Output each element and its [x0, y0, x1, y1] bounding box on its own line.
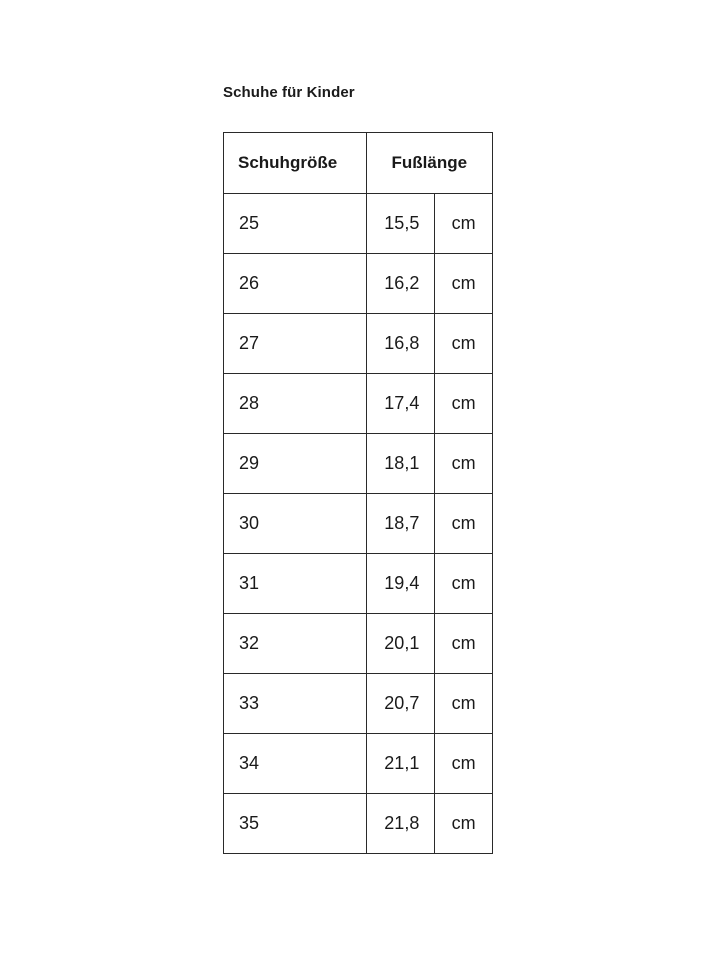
unit-cell: cm — [435, 614, 493, 674]
shoe-size-cell: 31 — [224, 554, 367, 614]
unit-cell: cm — [435, 674, 493, 734]
shoe-size-cell: 25 — [224, 194, 367, 254]
page-title: Schuhe für Kinder — [223, 84, 355, 101]
unit-cell: cm — [435, 194, 493, 254]
unit-cell: cm — [435, 254, 493, 314]
table-row — [224, 314, 493, 374]
unit-cell: cm — [435, 494, 493, 554]
shoe-size-cell: 28 — [224, 374, 367, 434]
header-shoe-size: Schuhgröße — [224, 133, 367, 194]
shoe-size-cell: 34 — [224, 734, 367, 794]
table-row — [224, 254, 493, 314]
table-row — [224, 794, 493, 854]
table-row — [224, 734, 493, 794]
table-row — [224, 614, 493, 674]
unit-cell: cm — [435, 554, 493, 614]
unit-cell: cm — [435, 314, 493, 374]
table-row — [224, 374, 493, 434]
foot-length-cell: 15,5 — [366, 194, 435, 254]
table-row — [224, 494, 493, 554]
shoe-size-cell: 29 — [224, 434, 367, 494]
foot-length-cell: 18,7 — [366, 494, 435, 554]
unit-cell: cm — [435, 374, 493, 434]
table-row — [224, 554, 493, 614]
table-row — [224, 434, 493, 494]
foot-length-cell: 18,1 — [366, 434, 435, 494]
unit-cell: cm — [435, 734, 493, 794]
foot-length-cell: 16,8 — [366, 314, 435, 374]
header-foot-length: Fußlänge — [366, 133, 492, 194]
shoe-size-cell: 26 — [224, 254, 367, 314]
foot-length-cell: 20,1 — [366, 614, 435, 674]
shoe-size-cell: 27 — [224, 314, 367, 374]
shoe-size-cell: 35 — [224, 794, 367, 854]
table-header-row — [224, 133, 493, 194]
foot-length-cell: 21,8 — [366, 794, 435, 854]
size-chart-table — [223, 132, 493, 854]
unit-cell: cm — [435, 434, 493, 494]
table-row — [224, 674, 493, 734]
table-row — [224, 194, 493, 254]
foot-length-cell: 19,4 — [366, 554, 435, 614]
foot-length-cell: 17,4 — [366, 374, 435, 434]
shoe-size-cell: 32 — [224, 614, 367, 674]
foot-length-cell: 16,2 — [366, 254, 435, 314]
unit-cell: cm — [435, 794, 493, 854]
shoe-size-cell: 30 — [224, 494, 367, 554]
foot-length-cell: 20,7 — [366, 674, 435, 734]
foot-length-cell: 21,1 — [366, 734, 435, 794]
shoe-size-cell: 33 — [224, 674, 367, 734]
